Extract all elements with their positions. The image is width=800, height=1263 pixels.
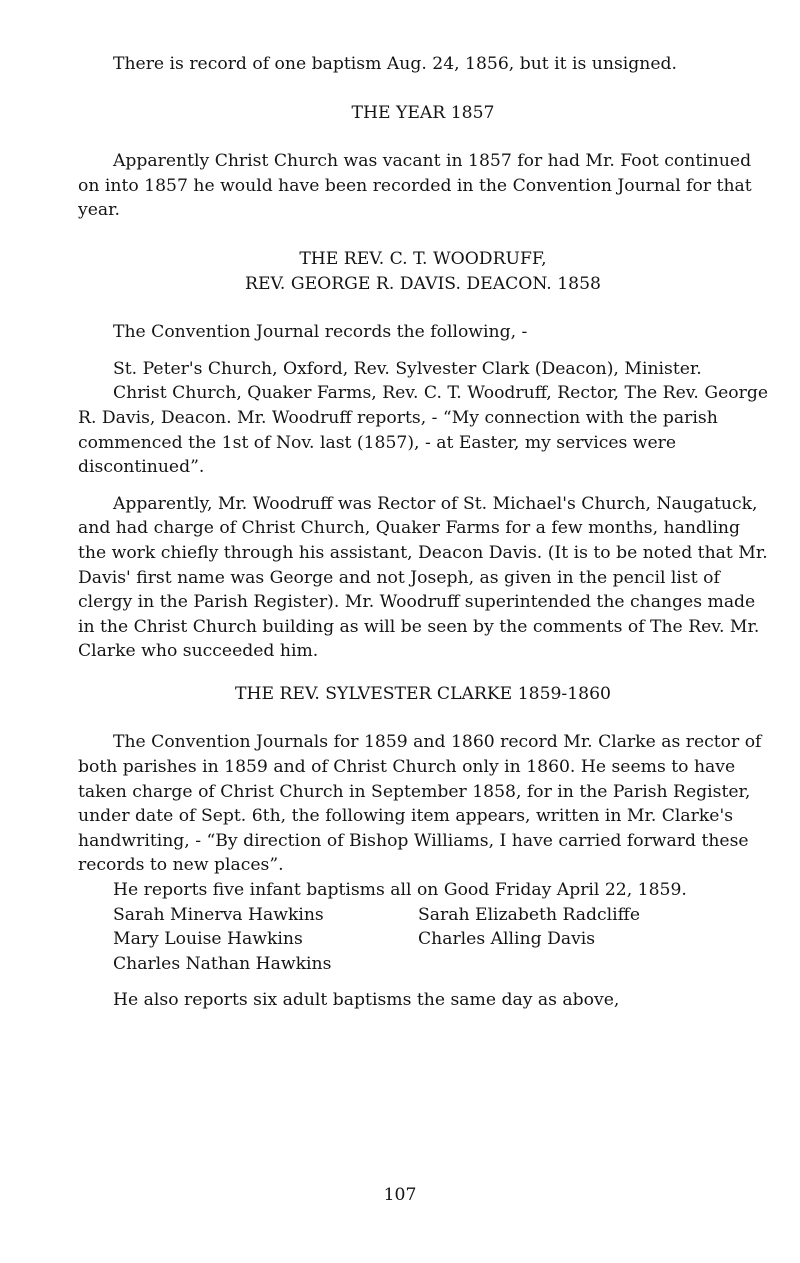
paragraph-convention-journals-1859: The Convention Journals for 1859 and 1860 record Mr. Clarke as rector of both parishes in 1859 and of Christ Church only in 1860. He seems to have taken charge of Christ Church in September 1858, for in the Parish Register, under date of Sept. 6th, the following item appears, written in Mr. Clarke's handwriting, - “By direction of Bishop Williams, I have carried forward these records to new places”. bbox=[78, 732, 762, 876]
baptism-name: Charles Alling Davis bbox=[418, 929, 596, 950]
heading-woodruff-line-2: REV. GEORGE R. DAVIS. DEACON. 1858 bbox=[245, 273, 601, 294]
baptism-name: Charles Nathan Hawkins bbox=[113, 953, 332, 974]
document-page bbox=[78, 52, 768, 1013]
paragraph-vacant-1857: Apparently Christ Church was vacant in 1857 for had Mr. Foot continued on into 1857 he would have been recorded in the Convention Journal for that year. bbox=[78, 151, 752, 221]
paragraph-christ-church-quaker-farms: Christ Church, Quaker Farms, Rev. C. T. Woodruff, Rector, The Rev. George R. Davis, Deacon. Mr. Woodruff reports, - “My connection with the parish commenced the 1st of Nov. last (1857), - at Easter, my services were discontinued”. bbox=[78, 383, 768, 478]
paragraph-st-peters: St. Peter's Church, Oxford, Rev. Sylvester Clark (Deacon), Minister. bbox=[113, 358, 702, 379]
baptism-name: Sarah Minerva Hawkins bbox=[113, 904, 324, 925]
heading-year-1857: THE YEAR 1857 bbox=[351, 102, 495, 123]
heading-clarke: THE REV. SYLVESTER CLARKE 1859-1860 bbox=[235, 683, 611, 704]
baptism-name: Mary Louise Hawkins bbox=[113, 929, 303, 950]
heading-woodruff-line-1: THE REV. C. T. WOODRUFF, bbox=[299, 248, 547, 269]
baptism-name: Sarah Elizabeth Radcliffe bbox=[418, 904, 641, 925]
page-number: 107 bbox=[383, 1185, 417, 1205]
baptism-name-list bbox=[113, 903, 768, 977]
paragraph-adult-baptisms: He also reports six adult baptisms the same day as above, bbox=[113, 990, 620, 1011]
baptism-name bbox=[418, 952, 800, 977]
paragraph-infant-baptisms: He reports five infant baptisms all on Good Friday April 22, 1859. bbox=[113, 880, 687, 901]
paragraph-woodruff-rector: Apparently, Mr. Woodruff was Rector of St. Michael's Church, Naugatuck, and had charge of Christ Church, Quaker Farms for a few months, handling the work chiefly through his assistant, Deacon Davis. (It is to be noted that Mr. Davis' first name was George and not Joseph, as given in the pencil list of clergy in the Parish Register). Mr. Woodruff superintended the changes made in the Christ Church building as will be seen by the comments of The Rev. Mr. Clarke who succeeded him. bbox=[78, 493, 768, 662]
paragraph-unsigned-baptism: There is record of one baptism Aug. 24, 1856, but it is unsigned. bbox=[113, 54, 677, 74]
paragraph-journal-records: The Convention Journal records the following, - bbox=[113, 322, 528, 343]
